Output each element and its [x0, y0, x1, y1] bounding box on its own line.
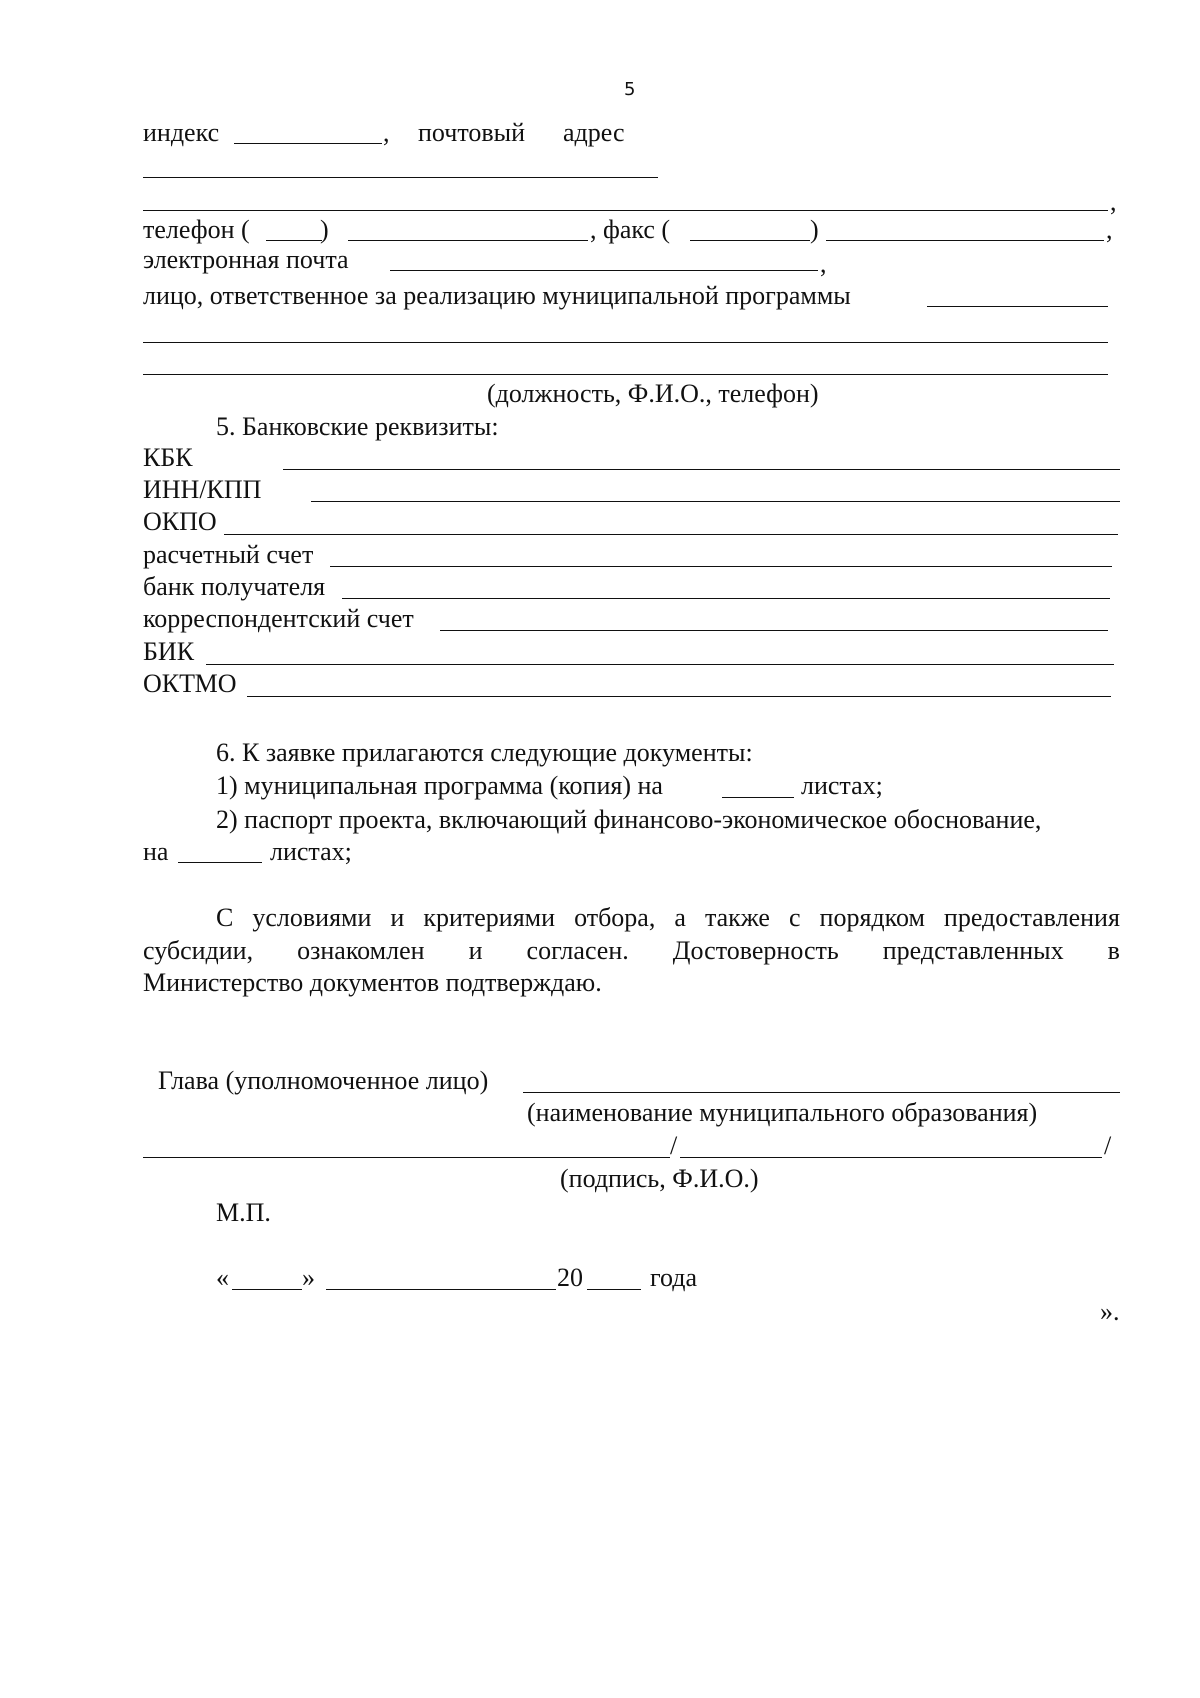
- responsible-field-line-1[interactable]: [927, 306, 1108, 307]
- documents-heading: 6. К заявке прилагаются следующие документы:: [216, 738, 753, 767]
- agreement-word: ознакомлен: [297, 936, 425, 965]
- inn-kpp-field[interactable]: [311, 501, 1120, 502]
- date-month-field[interactable]: [326, 1289, 556, 1290]
- bik-field[interactable]: [206, 664, 1114, 665]
- year-prefix: 20: [557, 1263, 583, 1292]
- email-comma: ,: [820, 249, 827, 278]
- index-comma: ,: [383, 118, 390, 147]
- index-label: индекс: [143, 118, 220, 147]
- address-field-line-2[interactable]: [143, 210, 1108, 211]
- email-label: электронная почта: [143, 245, 349, 274]
- agreement-word: критериями: [423, 903, 556, 932]
- agreement-word: порядком: [819, 903, 925, 932]
- head-label: Глава (уполномоченное лицо): [158, 1066, 489, 1095]
- responsible-field-line-3[interactable]: [143, 374, 1108, 375]
- phone-close: ): [320, 215, 329, 244]
- sign-caption: (подпись, Ф.И.О.): [560, 1164, 759, 1193]
- phone-label: телефон (: [143, 215, 250, 244]
- agreement-word: с: [788, 903, 801, 932]
- page-number: 5: [624, 79, 636, 100]
- bank-heading: 5. Банковские реквизиты:: [216, 412, 499, 441]
- agreement-word: согласен.: [526, 936, 629, 965]
- corr-account-label: корреспондентский счет: [143, 604, 414, 633]
- doc-item-1-text: 1) муниципальная программа (копия) на: [216, 771, 663, 800]
- signature-slash-2: /: [1104, 1131, 1112, 1160]
- agreement-word: а: [674, 903, 686, 932]
- fax-label: , факс (: [590, 215, 671, 244]
- year-word: года: [650, 1263, 698, 1292]
- agreement-line-1: [216, 902, 1120, 934]
- date-close-quote: »: [302, 1263, 315, 1292]
- agreement-word: представленных: [882, 936, 1064, 965]
- agreement-word: отбора,: [574, 903, 656, 932]
- okpo-field[interactable]: [224, 534, 1118, 535]
- full-name-field[interactable]: [680, 1157, 1102, 1158]
- agreement-line-3: Министерство документов подтверждаю.: [143, 968, 602, 997]
- responsible-caption: (должность, Ф.И.О., телефон): [487, 379, 819, 408]
- signature-field[interactable]: [143, 1157, 670, 1158]
- address-comma: ,: [1110, 187, 1117, 216]
- oktmo-field[interactable]: [247, 696, 1111, 697]
- doc-item-1-sheets-field[interactable]: [722, 797, 794, 798]
- address-label: адрес: [563, 118, 625, 147]
- date-day-field[interactable]: [232, 1289, 302, 1290]
- responsible-field-line-2[interactable]: [143, 342, 1108, 343]
- agreement-line-2: [143, 935, 1120, 967]
- municipality-caption: (наименование муниципального образования): [527, 1098, 1038, 1127]
- stamp-label: М.П.: [216, 1198, 271, 1227]
- phone-code-field[interactable]: [266, 240, 322, 241]
- doc-item-2-text: 2) паспорт проекта, включающий финансово-экономическое обоснование,: [216, 805, 1042, 834]
- bank-name-label: банк получателя: [143, 572, 326, 601]
- date-open-quote: «: [216, 1263, 229, 1292]
- agreement-word: предоставления: [943, 903, 1120, 932]
- inn-kpp-label: ИНН/КПП: [143, 475, 262, 504]
- account-label: расчетный счет: [143, 540, 314, 569]
- doc-item-2-tail: листах;: [270, 837, 352, 866]
- agreement-word: С: [216, 903, 234, 932]
- phone-number-field[interactable]: [348, 240, 588, 241]
- address-field-line-1[interactable]: [143, 177, 658, 178]
- corr-account-field[interactable]: [440, 630, 1108, 631]
- account-field[interactable]: [330, 566, 1112, 567]
- agreement-word: в: [1107, 936, 1120, 965]
- fax-code-field[interactable]: [690, 240, 810, 241]
- signature-slash-1: /: [670, 1131, 678, 1160]
- index-field[interactable]: [234, 143, 382, 144]
- fax-comma: ,: [1106, 215, 1113, 244]
- doc-item-2-prefix: на: [143, 837, 169, 866]
- doc-item-1-tail: листах;: [801, 771, 883, 800]
- fax-close: ): [810, 215, 819, 244]
- head-municipality-field[interactable]: [523, 1092, 1120, 1093]
- agreement-word: субсидии,: [143, 936, 254, 965]
- doc-item-2-sheets-field[interactable]: [178, 862, 262, 863]
- agreement-word: и: [390, 903, 405, 932]
- okpo-label: ОКПО: [143, 507, 217, 536]
- kbk-field[interactable]: [283, 469, 1120, 470]
- agreement-word: Достоверность: [672, 936, 839, 965]
- responsible-label: лицо, ответственное за реализацию муниципальной программы: [143, 281, 851, 310]
- agreement-word: также: [704, 903, 770, 932]
- postal-label: почтовый: [418, 118, 525, 147]
- bank-name-field[interactable]: [342, 598, 1110, 599]
- email-field[interactable]: [390, 270, 818, 271]
- oktmo-label: ОКТМО: [143, 669, 237, 698]
- agreement-word: условиями: [252, 903, 372, 932]
- fax-number-field[interactable]: [826, 240, 1104, 241]
- date-year-field[interactable]: [587, 1289, 641, 1290]
- kbk-label: КБК: [143, 443, 193, 472]
- agreement-word: и: [468, 936, 483, 965]
- closing-quote: ».: [1100, 1297, 1120, 1326]
- bik-label: БИК: [143, 637, 195, 666]
